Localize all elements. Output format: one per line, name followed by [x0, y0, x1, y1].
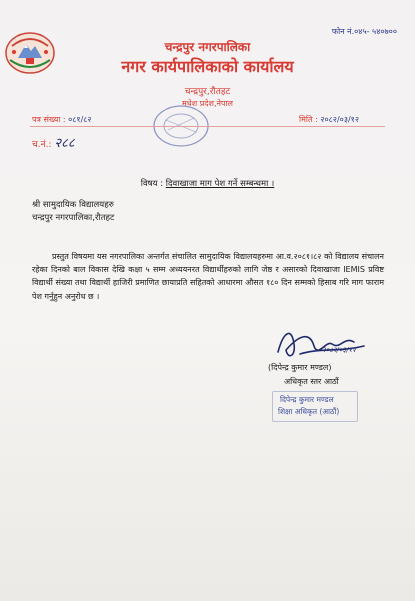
recipient-line-1: श्री सामुदायिक विद्यालयहरु [32, 200, 114, 210]
phone-number: फोन नं.०४५- ५४०७०० [331, 27, 397, 36]
municipality-name: चन्द्रपुर नगरपालिका [164, 40, 251, 54]
reference-divider [30, 126, 385, 127]
subject-line [0, 178, 415, 189]
office-address: चन्द्रपुर,रौतहट [184, 87, 231, 97]
signatory-name: (दिपेन्द्र कुमार मण्डल) [268, 363, 332, 372]
signatory-title: अधिकृत स्तर आठौं [284, 377, 339, 386]
letter-body [32, 250, 384, 303]
subject-label: विषय : [140, 179, 164, 189]
subject-text: दिवाखाजा माग पेश गर्ने सम्बन्धमा । [165, 179, 275, 189]
dispatch-number-value: २८८ [54, 136, 75, 151]
dispatch-number-label: च.नं.: [32, 140, 52, 150]
letter-number-value: ०८१/८२ [68, 115, 92, 124]
letter-number-label: पत्र संख्या : [32, 115, 66, 124]
signature-date: २०८२/०३/१२ [322, 346, 356, 354]
letter-date-label: मिति : [299, 115, 318, 124]
letter-number [32, 114, 92, 125]
stamp-name: दिपेन्द्र कुमार मण्डल [280, 395, 334, 404]
recipient-line-2: चन्द्रपुर नगरपालिका,रौतहट [32, 213, 115, 223]
stamp-title: शिक्षा अधिकृत (आठौं) [278, 407, 340, 416]
letter-body-text: प्रस्तुत विषयमा यस नगरपालिका अन्तर्गत संचालित सामुदायिक विद्यालयहरुमा आ.व.२०८१।८२ को विद्यालय संचालन रहेका दिनको बाल विकास देखि कक्षा ५ सम्म अध्ययनरत विद्यार्थीहरुको लागि जेष्ठ र असारको दिवाखाजा IEMIS प्रविष्ट विद्यार्थी संख्या तथा विद्यार्थी हाजिरी प्रमाणित छायाप्रति सहितको आधारमा औसत १८० दिन सम्मको हिसाब गरि माग फाराम पेश गर्नुहुन अनुरोध छ । [32, 252, 384, 301]
province-name: मधेश प्रदेश,नेपाल [182, 99, 233, 108]
letter-date [299, 114, 359, 125]
office-name: नगर कार्यपालिकाको कार्यालय [121, 57, 294, 76]
letter-date-value: २०८२/०३/१२ [320, 115, 359, 124]
dispatch-number [32, 133, 75, 151]
